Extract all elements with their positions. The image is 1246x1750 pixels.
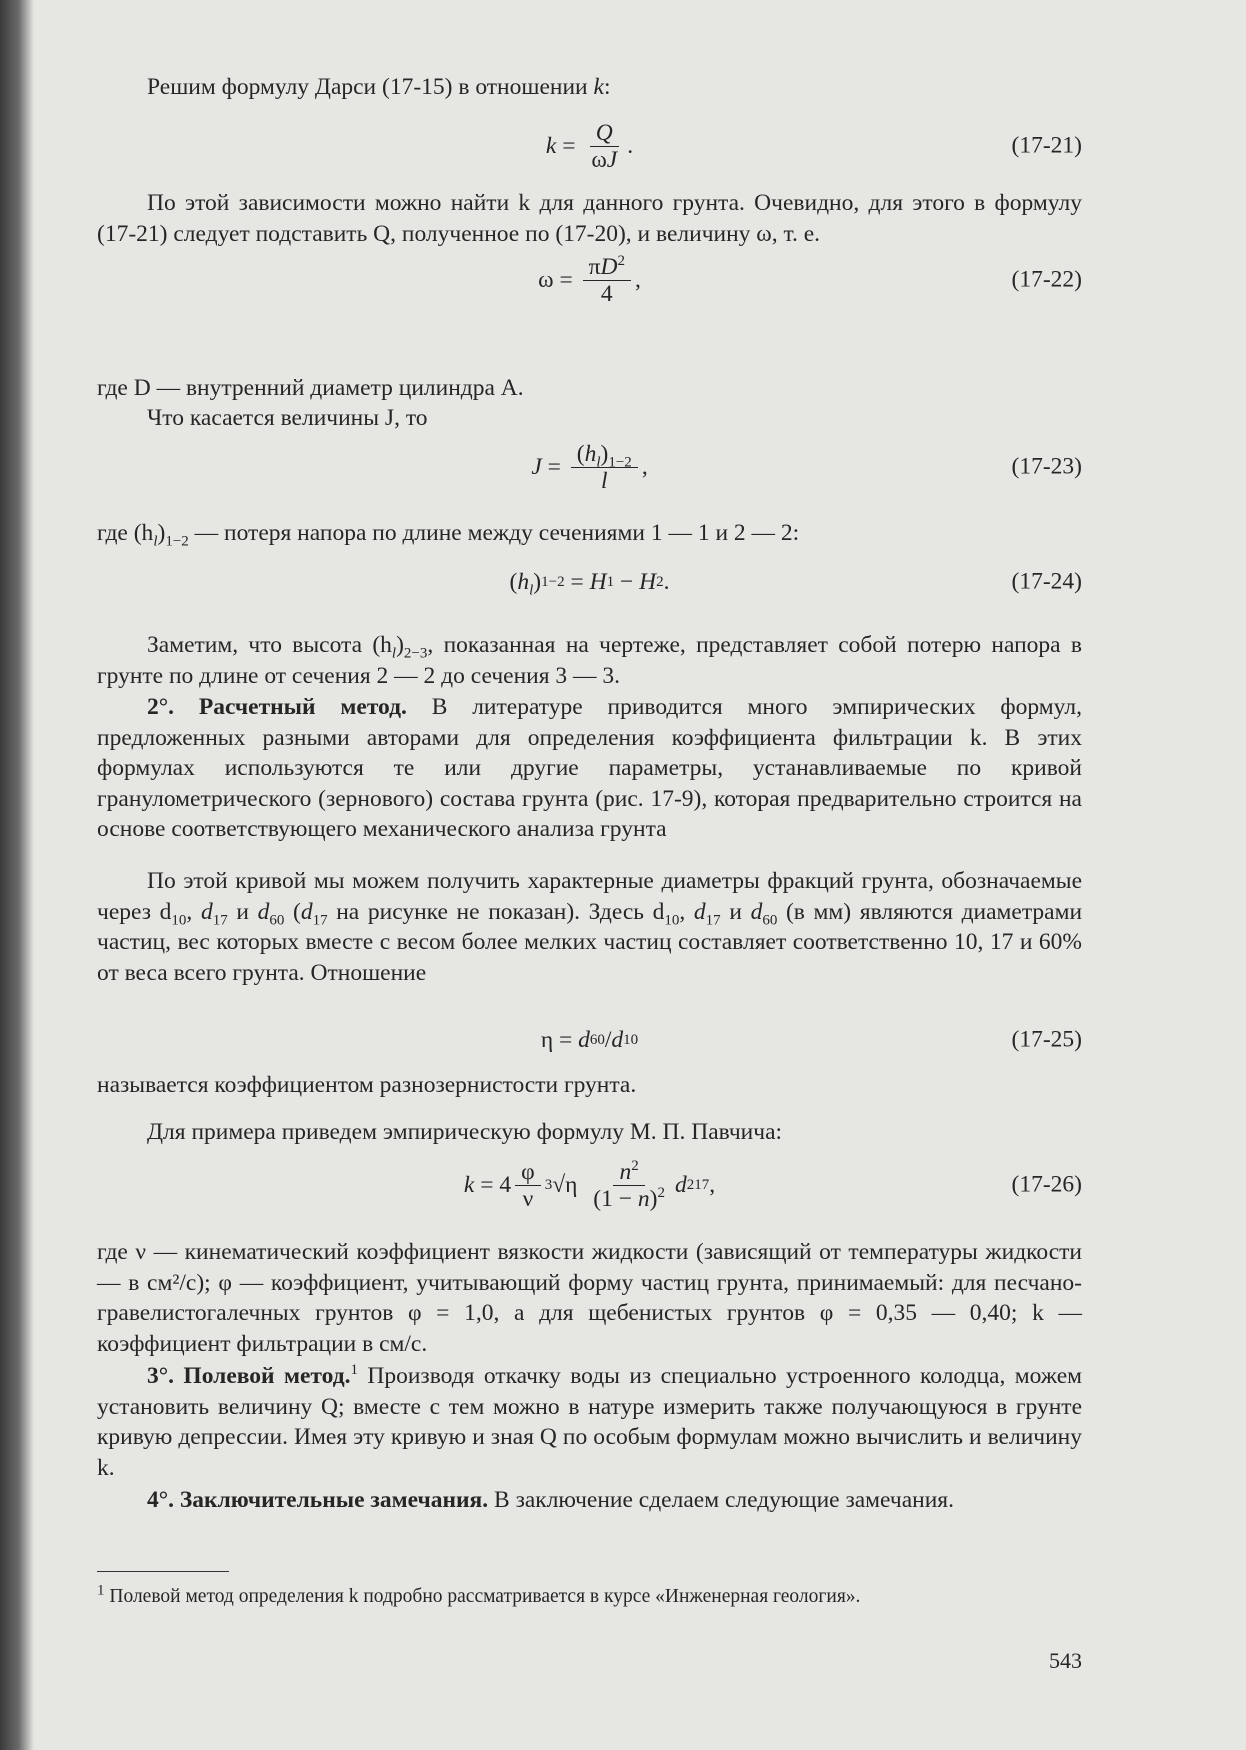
paragraph-coefficients: где ν — кинематический коэффициент вязкости жидкости (зависящий от температуры жидкости — в см²/с); φ — коэффициент, учитывающий форму частиц грунта, принимаемый: для песчано-гравелистогалечных грунтов φ = 1,0, а для щебенистых грунтов φ = 0,35 — 0,40; k — коэффициент фильтрации в см/с. <box>97 1239 1082 1357</box>
paragraph-find-k: По этой зависимости можно найти k для данного грунта. Очевидно, для этого в формулу (17-21) следует подставить Q, полученное по (17-20), и величину ω, т. е. <box>97 190 1082 247</box>
equation-number: (17-21) <box>1011 132 1082 159</box>
equation-17-26: k = 4 $\frac{\varphi}{\nu}$ 3 √η $\frac{n^2}{(1 - n)^2}$ d 2 17 , (17-26) <box>463 1157 1082 1212</box>
footnote: $^1$ Полевой метод определения k подробно рассматривается в курсе «Инженерная геология». <box>97 1582 861 1607</box>
paragraph-nonuniformity: называется коэффициентом разнозернистости грунта. <box>97 1072 637 1098</box>
equation-17-24: ( $h_l$ ) 1−2 = H 1 − H 2 . (17-24) <box>509 568 1082 599</box>
equation-number: (17-25) <box>1011 1026 1082 1053</box>
equation-number: (17-24) <box>1011 568 1082 595</box>
paragraph-field-method: 3°. Полевой метод.$^1$ Производя откачку воды из специально устроенного колодца, можем установить величину Q; вместе с тем можно в натуре измерить также получающуюся в грунте кривую депрессии. Имея эту кривую и зная Q по особым формулам можно вычислить и величину k. <box>97 1362 1083 1481</box>
paragraph-note-height: Заметим, что высота $(h_l)_{2-3}$, показанная на чертеже, представляет собой потерю напора в грунте по длине от сечения 2 — 2 до сечения 3 — 3. <box>97 632 1082 689</box>
paragraph-calculation-method: 2°. Расчетный метод. В литературе приводится много эмпирических формул, предложенных разными авторами для определения коэффициента фильтрации k. В этих формулах используются те или другие параметры, устанавливаемые по кривой гранулометрического (зернового) состава грунта (рис. 17-9), которая предварительно строится на основе соответствующего механического анализа грунта <box>97 694 1082 842</box>
paragraph-final-remarks: 4°. Заключительные замечания. В заключение сделаем следующие замечания. <box>147 1487 954 1513</box>
paragraph-head-loss: где $(h_l)_{1-2}$ — потеря напора по длине между сечениями 1 — 1 и 2 — 2: <box>97 520 800 550</box>
paragraph-pavchich-intro: Для примера приведем эмпирическую формулу М. П. Павчича: <box>147 1119 783 1145</box>
equation-number: (17-26) <box>1011 1171 1082 1198</box>
equation-number: (17-22) <box>1011 266 1082 293</box>
equation-17-21: k = $\frac{Q}{\omega J}$ . (17-21) <box>545 119 1082 173</box>
paragraph-darcy-intro: Решим формулу Дарси (17-15) в отношении k: <box>147 74 611 100</box>
page-number: 543 <box>1049 1648 1082 1673</box>
footnote-mark: 1 <box>350 1362 358 1379</box>
equation-17-22: ω = $\frac{\pi D^2}{4}$ , (17-22) <box>538 252 1082 307</box>
equation-17-25: η = d 60 / d 10 (17-25) <box>540 1026 1082 1053</box>
equation-number: (17-23) <box>1011 453 1082 480</box>
paragraph-d-definition: где D — внутренний диаметр цилиндра A. <box>97 375 524 401</box>
paragraph-fraction-diameters: По этой кривой мы можем получить характерные диаметры фракций грунта, обозначаемые через $d_{10}$, $d_{17}$ и $d_{60}$ ($d_{17}$ на рисунке не показан). Здесь $d_{10}$, $d_{17}$ и $d_{60}$ (в мм) являются диаметрами частиц, вес которых вместе с весом более мелких частиц составляет соответственно 10, 17 и 60% от веса всего грунта. Отношение <box>97 868 1083 986</box>
footnote-separator <box>97 1571 229 1572</box>
section-heading: 2°. Расчетный метод. <box>147 694 407 720</box>
section-heading: 3°. Полевой метод. <box>147 1363 351 1389</box>
section-heading: 4°. Заключительные замечания. <box>147 1487 489 1513</box>
paragraph-j-intro: Что касается величины J, то <box>147 405 428 431</box>
equation-17-23: J = $\frac{(h_l)_{1-2}}{l}$ , (17-23) <box>531 440 1082 494</box>
